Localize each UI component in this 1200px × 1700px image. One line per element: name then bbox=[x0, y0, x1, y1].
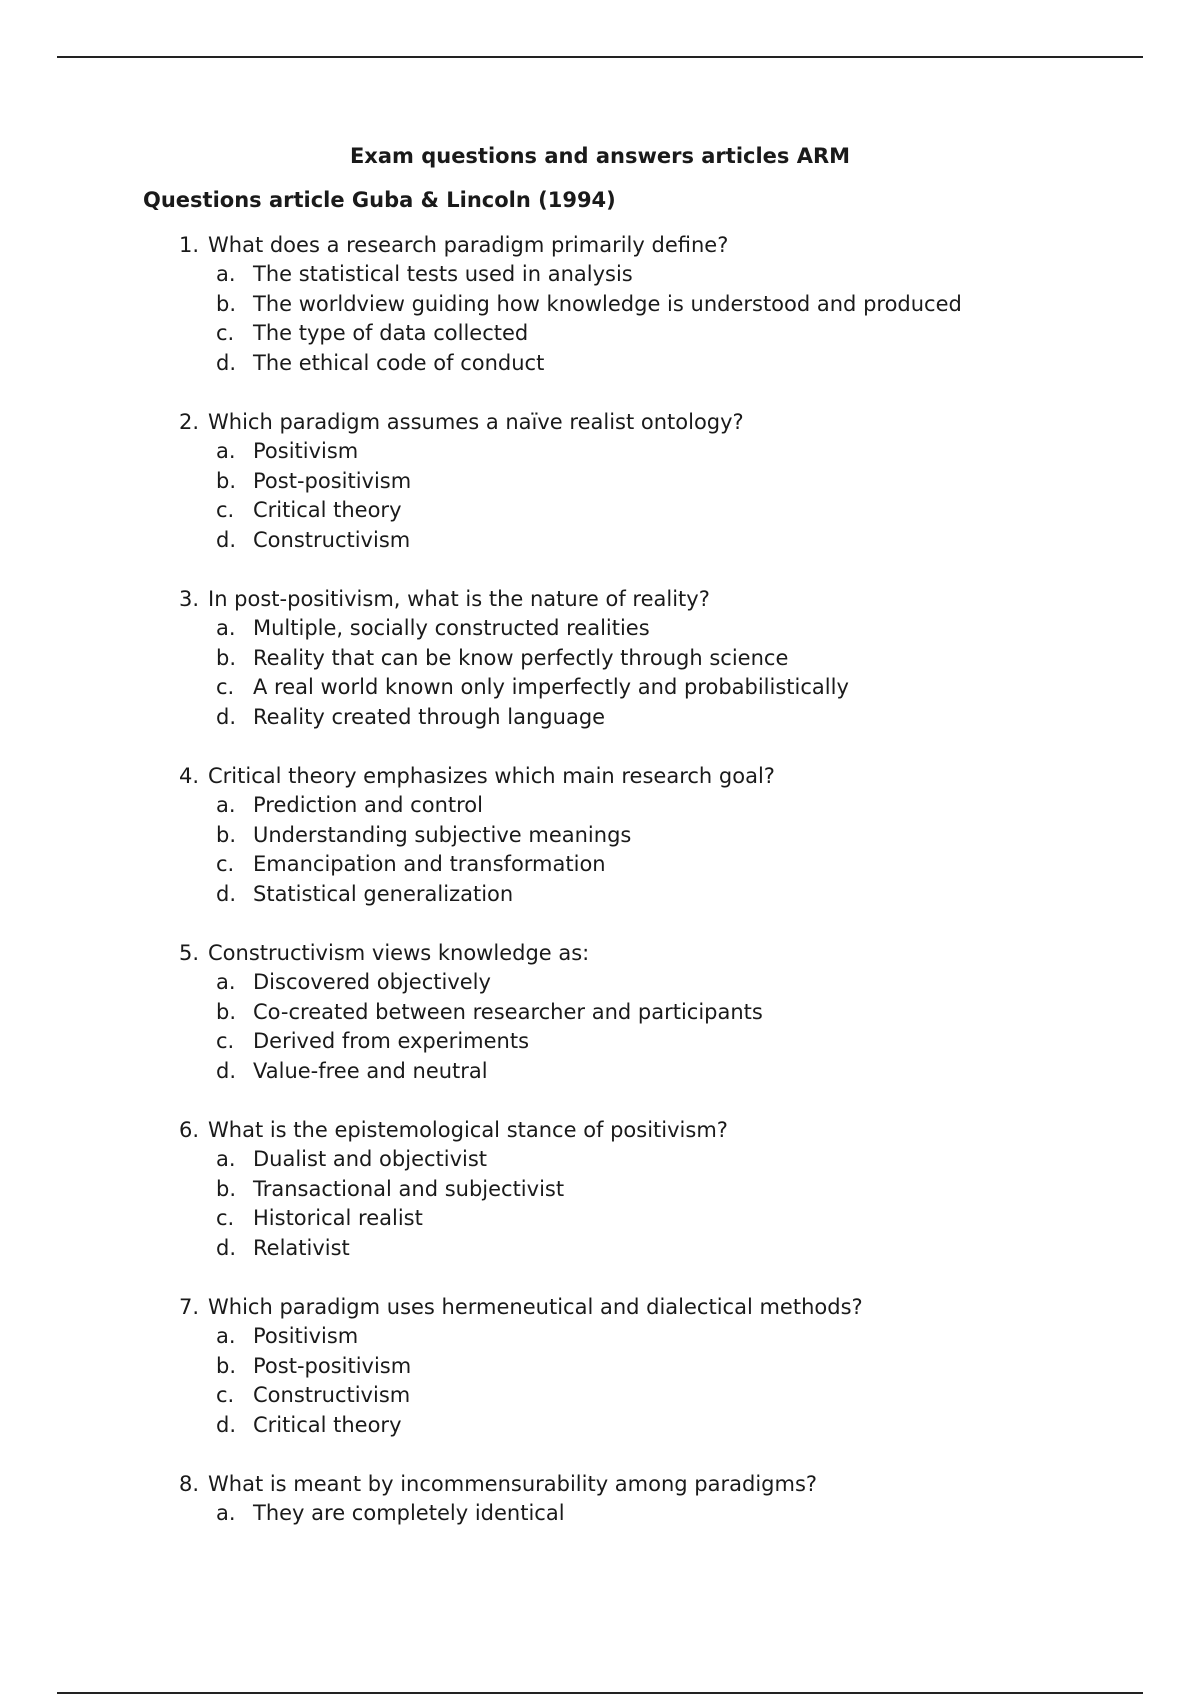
option-letter: d. bbox=[216, 1235, 237, 1260]
option-letter: c. bbox=[216, 498, 235, 522]
question-item bbox=[179, 1115, 1139, 1263]
answer-options bbox=[179, 1322, 1139, 1440]
answer-options bbox=[179, 968, 1139, 1086]
option-letter: a. bbox=[216, 793, 236, 817]
answer-option bbox=[216, 467, 1139, 497]
option-text: Positivism bbox=[253, 1324, 359, 1348]
question-text: Which paradigm assumes a naïve realist ontology? bbox=[208, 410, 744, 434]
question-line bbox=[179, 584, 1139, 614]
option-text: Dualist and objectivist bbox=[253, 1147, 488, 1171]
top-rule bbox=[57, 56, 1143, 58]
option-text: Prediction and control bbox=[253, 793, 483, 817]
answer-options bbox=[179, 791, 1139, 909]
question-item bbox=[179, 1469, 1139, 1529]
bottom-rule bbox=[57, 1692, 1143, 1694]
option-text: The type of data collected bbox=[253, 321, 529, 345]
option-letter: b. bbox=[216, 1353, 237, 1378]
option-letter: a. bbox=[216, 616, 236, 640]
option-letter: a. bbox=[216, 1324, 236, 1348]
option-text: Value-free and neutral bbox=[253, 1058, 488, 1083]
question-item bbox=[179, 1292, 1139, 1440]
answer-option bbox=[216, 1381, 1139, 1411]
answer-option bbox=[216, 437, 1139, 467]
option-letter: d. bbox=[216, 704, 237, 729]
question-line bbox=[179, 761, 1139, 791]
question-text: What is the epistemological stance of positivism? bbox=[208, 1118, 728, 1142]
question-number: 5. bbox=[179, 941, 200, 965]
question-line bbox=[179, 1115, 1139, 1145]
question-number: 7. bbox=[179, 1295, 200, 1319]
option-text: Emancipation and transformation bbox=[253, 852, 606, 876]
option-letter: b. bbox=[216, 645, 237, 670]
answer-option bbox=[216, 260, 1139, 290]
answer-option bbox=[216, 319, 1139, 349]
option-text: Transactional and subjectivist bbox=[253, 1176, 565, 1201]
answer-option bbox=[216, 1234, 1139, 1264]
option-text: Co-created between researcher and participants bbox=[253, 999, 763, 1024]
answer-option bbox=[216, 290, 1139, 320]
answer-options bbox=[179, 1145, 1139, 1263]
answer-option bbox=[216, 703, 1139, 733]
question-line bbox=[179, 230, 1139, 260]
question-item bbox=[179, 938, 1139, 1086]
answer-options bbox=[179, 260, 1139, 378]
question-list bbox=[179, 230, 1139, 1558]
option-text: Post-positivism bbox=[253, 1353, 412, 1378]
question-text: What is meant by incommensurability among paradigms? bbox=[208, 1472, 818, 1496]
section-title: Questions article Guba & Lincoln (1994) bbox=[143, 188, 616, 212]
option-letter: a. bbox=[216, 439, 236, 463]
question-number: 8. bbox=[179, 1472, 200, 1496]
option-text: A real world known only imperfectly and probabilistically bbox=[253, 675, 849, 699]
option-letter: d. bbox=[216, 527, 237, 552]
question-line bbox=[179, 407, 1139, 437]
option-letter: c. bbox=[216, 1206, 235, 1230]
question-line bbox=[179, 1469, 1139, 1499]
answer-option bbox=[216, 526, 1139, 556]
option-text: Statistical generalization bbox=[253, 881, 514, 906]
question-text: Constructivism views knowledge as: bbox=[208, 941, 590, 965]
option-letter: b. bbox=[216, 1176, 237, 1201]
option-letter: c. bbox=[216, 1029, 235, 1053]
option-letter: a. bbox=[216, 1147, 236, 1171]
question-number: 6. bbox=[179, 1118, 200, 1142]
option-letter: a. bbox=[216, 262, 236, 286]
answer-option bbox=[216, 349, 1139, 379]
question-number: 4. bbox=[179, 764, 200, 788]
answer-option bbox=[216, 1322, 1139, 1352]
option-text: Post-positivism bbox=[253, 468, 412, 493]
answer-option bbox=[216, 1175, 1139, 1205]
option-text: Historical realist bbox=[253, 1206, 423, 1230]
answer-option bbox=[216, 1352, 1139, 1382]
option-text: Relativist bbox=[253, 1235, 350, 1260]
answer-options bbox=[179, 614, 1139, 732]
option-text: Multiple, socially constructed realities bbox=[253, 616, 650, 640]
option-text: Reality that can be know perfectly through science bbox=[253, 645, 789, 670]
question-number: 1. bbox=[179, 233, 200, 257]
answer-option bbox=[216, 1057, 1139, 1087]
answer-option bbox=[216, 1204, 1139, 1234]
option-letter: c. bbox=[216, 675, 235, 699]
option-letter: d. bbox=[216, 1058, 237, 1083]
option-text: Constructivism bbox=[253, 527, 411, 552]
option-letter: d. bbox=[216, 1412, 237, 1437]
option-text: Reality created through language bbox=[253, 704, 606, 729]
question-item bbox=[179, 230, 1139, 378]
option-letter: a. bbox=[216, 1501, 236, 1525]
question-item bbox=[179, 761, 1139, 909]
answer-option bbox=[216, 968, 1139, 998]
question-text: What does a research paradigm primarily define? bbox=[208, 233, 729, 257]
option-text: Derived from experiments bbox=[253, 1029, 530, 1053]
option-text: Critical theory bbox=[253, 1412, 402, 1437]
answer-option bbox=[216, 614, 1139, 644]
option-text: Constructivism bbox=[253, 1383, 411, 1407]
option-letter: d. bbox=[216, 350, 237, 375]
answer-option bbox=[216, 1027, 1139, 1057]
answer-option bbox=[216, 821, 1139, 851]
answer-option bbox=[216, 880, 1139, 910]
question-line bbox=[179, 938, 1139, 968]
option-text: The worldview guiding how knowledge is understood and produced bbox=[253, 291, 962, 316]
answer-option bbox=[216, 496, 1139, 526]
option-text: Positivism bbox=[253, 439, 359, 463]
option-text: Critical theory bbox=[253, 498, 402, 522]
answer-options bbox=[179, 1499, 1139, 1529]
option-text: The ethical code of conduct bbox=[253, 350, 545, 375]
answer-option bbox=[216, 850, 1139, 880]
question-text: In post-positivism, what is the nature of reality? bbox=[208, 587, 710, 611]
answer-option bbox=[216, 644, 1139, 674]
question-text: Which paradigm uses hermeneutical and dialectical methods? bbox=[208, 1295, 863, 1319]
document-title: Exam questions and answers articles ARM bbox=[349, 144, 851, 168]
option-letter: d. bbox=[216, 881, 237, 906]
option-text: Understanding subjective meanings bbox=[253, 822, 632, 847]
option-letter: c. bbox=[216, 852, 235, 876]
question-number: 2. bbox=[179, 410, 200, 434]
option-letter: b. bbox=[216, 468, 237, 493]
option-letter: b. bbox=[216, 822, 237, 847]
option-letter: c. bbox=[216, 321, 235, 345]
answer-option bbox=[216, 998, 1139, 1028]
option-text: The statistical tests used in analysis bbox=[253, 262, 633, 286]
question-item bbox=[179, 407, 1139, 555]
answer-option bbox=[216, 1145, 1139, 1175]
option-letter: b. bbox=[216, 999, 237, 1024]
option-text: They are completely identical bbox=[253, 1501, 565, 1525]
question-line bbox=[179, 1292, 1139, 1322]
option-letter: c. bbox=[216, 1383, 235, 1407]
question-text: Critical theory emphasizes which main research goal? bbox=[208, 764, 775, 788]
answer-option bbox=[216, 673, 1139, 703]
option-letter: a. bbox=[216, 970, 236, 994]
answer-option bbox=[216, 1499, 1139, 1529]
option-letter: b. bbox=[216, 291, 237, 316]
answer-options bbox=[179, 437, 1139, 555]
answer-option bbox=[216, 1411, 1139, 1441]
question-number: 3. bbox=[179, 587, 200, 611]
option-text: Discovered objectively bbox=[253, 970, 491, 994]
answer-option bbox=[216, 791, 1139, 821]
question-item bbox=[179, 584, 1139, 732]
